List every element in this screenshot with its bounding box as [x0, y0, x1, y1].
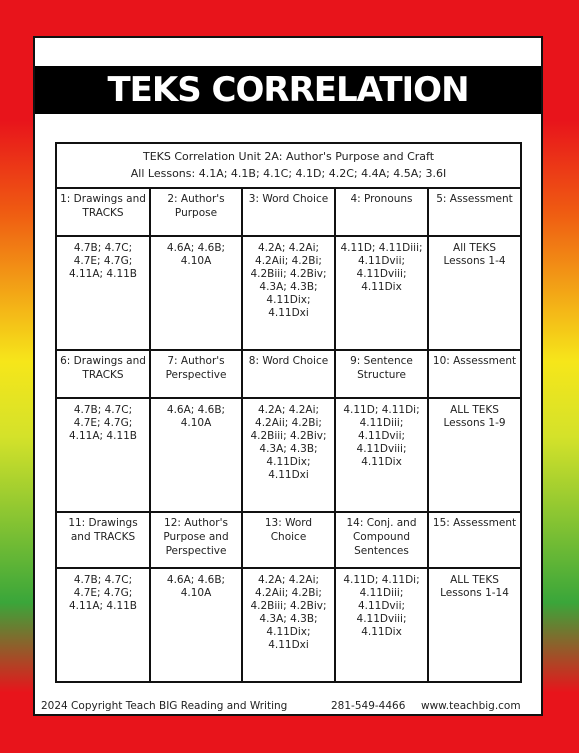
lesson-row — [56, 512, 521, 568]
teks-row — [56, 398, 521, 512]
lesson-title: 12: Author's Purpose and Perspective — [150, 512, 242, 568]
lesson-title: 11: Drawings and TRACKS — [56, 512, 150, 568]
teks-cell: 4.11D; 4.11Diii; 4.11Dvii; 4.11Dviii; 4.11Dix — [335, 236, 428, 350]
teks-cell: ALL TEKS Lessons 1-14 — [428, 568, 521, 682]
lesson-title: 8: Word Choice — [242, 350, 335, 398]
teks-cell: 4.7B; 4.7C; 4.7E; 4.7G; 4.11A; 4.11B — [56, 398, 150, 512]
teks-cell: 4.2A; 4.2Ai; 4.2Aii; 4.2Bi; 4.2Biii; 4.2Biv; 4.3A; 4.3B; 4.11Dix; 4.11Dxi — [242, 236, 335, 350]
lesson-title: 5: Assessment — [428, 188, 521, 236]
table-header — [56, 143, 521, 188]
teks-table — [55, 142, 522, 683]
lesson-title: 15: Assessment — [428, 512, 521, 568]
teks-cell: All TEKS Lessons 1-4 — [428, 236, 521, 350]
lesson-title: 6: Drawings and TRACKS — [56, 350, 150, 398]
lesson-title: 13: Word Choice — [242, 512, 335, 568]
lesson-row — [56, 188, 521, 236]
lesson-title: 3: Word Choice — [242, 188, 335, 236]
page-title: TEKS CORRELATION — [35, 66, 541, 114]
lesson-title: 7: Author's Perspective — [150, 350, 242, 398]
teks-row — [56, 568, 521, 682]
lesson-title: 14: Conj. and Compound Sentences — [335, 512, 428, 568]
lesson-title: 1: Drawings and TRACKS — [56, 188, 150, 236]
phone-number: 281-549-4466 — [331, 700, 406, 712]
all-lessons-teks: All Lessons: 4.1A; 4.1B; 4.1C; 4.1D; 4.2C; 4.4A; 4.5A; 3.6I — [130, 167, 447, 180]
teks-cell: 4.7B; 4.7C; 4.7E; 4.7G; 4.11A; 4.11B — [56, 568, 150, 682]
page-footer — [41, 700, 541, 714]
teks-cell: 4.6A; 4.6B; 4.10A — [150, 236, 242, 350]
document-page — [33, 36, 543, 716]
teks-cell: ALL TEKS Lessons 1-9 — [428, 398, 521, 512]
website-link[interactable]: www.teachbig.com — [421, 700, 521, 712]
lesson-title: 4: Pronouns — [335, 188, 428, 236]
teks-cell: 4.2A; 4.2Ai; 4.2Aii; 4.2Bi; 4.2Biii; 4.2Biv; 4.3A; 4.3B; 4.11Dix; 4.11Dxi — [242, 398, 335, 512]
teks-cell: 4.6A; 4.6B; 4.10A — [150, 398, 242, 512]
lesson-title: 10: Assessment — [428, 350, 521, 398]
teks-cell: 4.6A; 4.6B; 4.10A — [150, 568, 242, 682]
unit-title: TEKS Correlation Unit 2A: Author's Purpose and Craft — [143, 150, 435, 163]
teks-cell: 4.11D; 4.11Di; 4.11Diii; 4.11Dvii; 4.11Dviii; 4.11Dix — [335, 568, 428, 682]
teks-cell: 4.7B; 4.7C; 4.7E; 4.7G; 4.11A; 4.11B — [56, 236, 150, 350]
lesson-row — [56, 350, 521, 398]
teks-cell: 4.11D; 4.11Di; 4.11Diii; 4.11Dvii; 4.11Dviii; 4.11Dix — [335, 398, 428, 512]
lesson-title: 2: Author's Purpose — [150, 188, 242, 236]
copyright-text: 2024 Copyright Teach BIG Reading and Writing — [41, 700, 288, 712]
lesson-title: 9: Sentence Structure — [335, 350, 428, 398]
teks-cell: 4.2A; 4.2Ai; 4.2Aii; 4.2Bi; 4.2Biii; 4.2Biv; 4.3A; 4.3B; 4.11Dix; 4.11Dxi — [242, 568, 335, 682]
teks-row — [56, 236, 521, 350]
